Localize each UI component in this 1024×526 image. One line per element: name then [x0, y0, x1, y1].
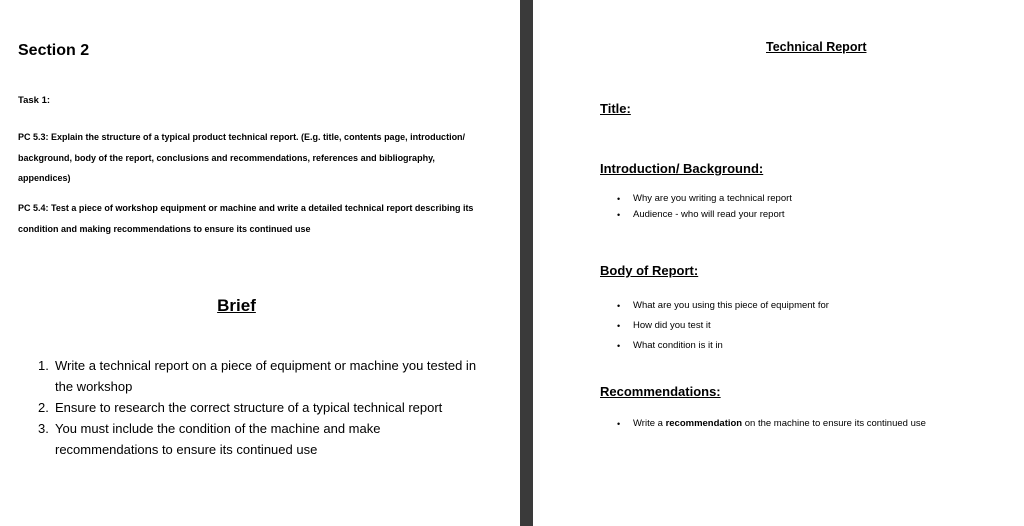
- brief-item-text: Write a technical report on a piece of equipment or machine you tested in the workshop: [55, 358, 477, 394]
- brief-item-number: 3.: [38, 421, 49, 436]
- bullet-icon: •: [617, 419, 621, 429]
- right-page: [533, 0, 1024, 526]
- task-title: Task 1:: [18, 95, 51, 106]
- pc-5-4-text: PC 5.4: Test a piece of workshop equipment or machine and write a detailed technical report describing its condition and making recommendations to ensure its continued use: [18, 203, 474, 234]
- list-item-text: What condition is it in: [633, 340, 723, 351]
- body-heading: Body of Report:: [600, 263, 699, 278]
- recommendations-bullet-list: [615, 416, 1015, 432]
- brief-item-text: You must include the condition of the machine and make recommendations to ensure its continued use: [55, 421, 381, 457]
- intro-heading: Introduction/ Background:: [600, 161, 764, 176]
- page-divider: [520, 0, 533, 526]
- list-item-text: How did you test it: [633, 320, 711, 331]
- list-item: [615, 296, 1015, 316]
- brief-item: [18, 397, 478, 418]
- rec-suffix: on the machine to ensure its continued use: [742, 418, 926, 429]
- brief-item-number: 2.: [38, 400, 49, 415]
- list-item: [615, 416, 1015, 432]
- brief-item-text: Ensure to research the correct structure of a typical technical report: [55, 400, 443, 415]
- brief-item: [18, 355, 478, 397]
- list-item-text: What are you using this piece of equipment for: [633, 300, 829, 311]
- bullet-icon: •: [617, 341, 621, 351]
- pc-5-3-text: PC 5.3: Explain the structure of a typical product technical report. (E.g. title, contents page, introduction/ background, body of the report, conclusions and recommendations, references and bibliography, appendices): [18, 132, 466, 183]
- bullet-icon: •: [617, 210, 621, 220]
- title-heading: Title:: [600, 101, 631, 116]
- recommendations-heading: Recommendations:: [600, 384, 721, 399]
- list-item: [615, 336, 1015, 356]
- intro-bullet-list: [615, 191, 1015, 223]
- list-item-text: Audience - who will read your report: [633, 209, 785, 220]
- body-bullet-list: [615, 296, 1015, 356]
- rec-bold-word: recommendation: [665, 418, 743, 429]
- list-item: [615, 207, 1015, 223]
- brief-item-number: 1.: [38, 358, 49, 373]
- bullet-icon: •: [617, 321, 621, 331]
- bullet-icon: •: [617, 194, 621, 204]
- brief-item: [18, 418, 478, 460]
- brief-heading: Brief: [217, 296, 256, 315]
- section-title: Section 2: [18, 42, 90, 59]
- brief-list: [18, 355, 478, 460]
- list-item-text: Why are you writing a technical report: [633, 193, 792, 204]
- rec-prefix: Write a: [633, 418, 666, 429]
- list-item: [615, 191, 1015, 207]
- bullet-icon: •: [617, 301, 621, 311]
- report-title: Technical Report: [766, 40, 867, 54]
- list-item: [615, 316, 1015, 336]
